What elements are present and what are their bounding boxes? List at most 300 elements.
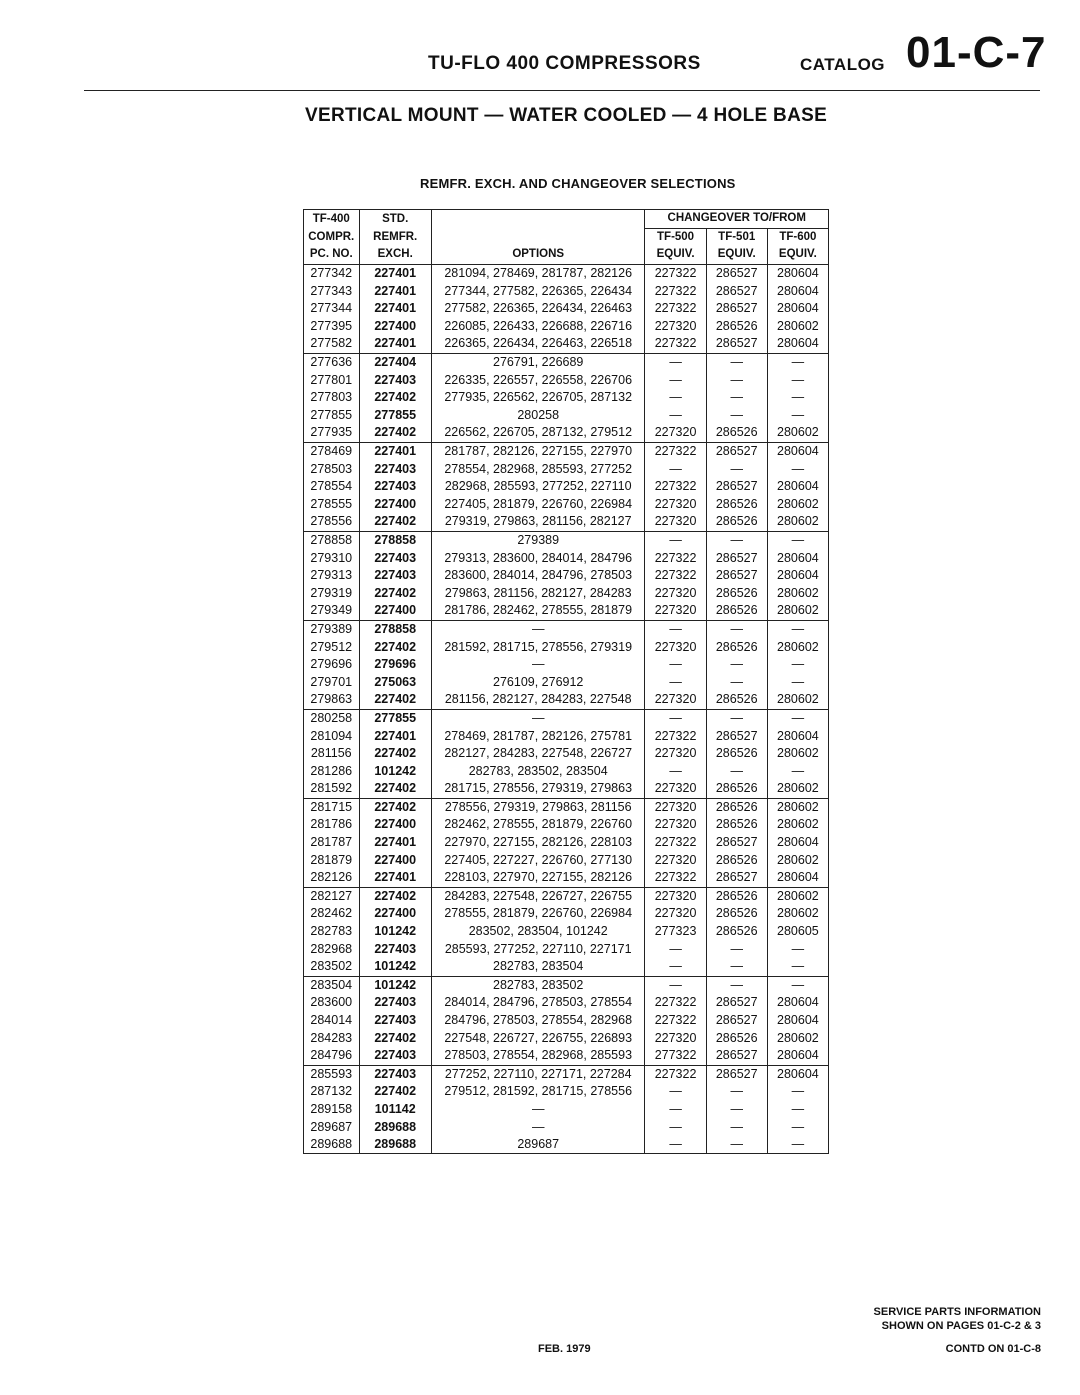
table-row (304, 602, 829, 620)
options-cell: 277252, 227110, 227171, 227284 (431, 1065, 645, 1083)
tf501-equiv-cell: 286527 (706, 300, 767, 318)
pc-no-cell: 281094 (304, 727, 360, 745)
tf600-equiv-cell: — (791, 355, 805, 370)
header-pc-no-line3: PC. NO. (304, 246, 360, 264)
tf500-equiv-cell: 227322 (645, 567, 706, 585)
tf600-equiv-cell: 280602 (777, 1030, 819, 1045)
tf600-equiv-cell: 280602 (777, 639, 819, 654)
std-exch-cell: 227400 (359, 905, 431, 923)
tf600-equiv-cell: 280602 (767, 780, 828, 798)
tf600-equiv-cell: 280602 (777, 888, 819, 903)
header-tf600-line1: TF-600 (779, 230, 817, 243)
std-exch-cell: 101242 (359, 976, 431, 994)
service-note-line2: SHOWN ON PAGES 01-C-2 & 3 (881, 1320, 1041, 1332)
options-cell: 280258 (431, 407, 645, 425)
tf501-equiv-cell: 286526 (706, 602, 767, 620)
tf501-equiv-cell: 286526 (706, 887, 767, 905)
tf500-equiv-cell: — (645, 1136, 706, 1154)
tf600-equiv-cell: 280604 (767, 869, 828, 887)
options-cell: 281094, 278469, 281787, 282126 (431, 264, 645, 282)
service-parts-note (858, 1305, 1041, 1333)
table-row (304, 318, 829, 336)
pc-no-cell: 283600 (304, 994, 360, 1012)
table-row (304, 798, 829, 816)
header-tf600-line2: EQUIV. (767, 246, 828, 264)
tf600-equiv-cell: — (767, 958, 828, 976)
tf501-equiv-cell: 286526 (706, 424, 767, 442)
tf500-equiv-cell: 227322 (645, 869, 706, 887)
pc-no-cell: 284796 (304, 1047, 360, 1065)
std-exch-cell: 227401 (359, 727, 431, 745)
tf500-equiv-cell: 227322 (645, 300, 706, 318)
options-cell: 283600, 284014, 284796, 278503 (431, 567, 645, 585)
tf500-equiv-cell: 227320 (645, 691, 706, 709)
header-rule (84, 90, 1040, 91)
header-std-line1: STD. (359, 210, 431, 229)
tf600-equiv-cell: — (791, 372, 805, 387)
tf500-equiv-cell: 227320 (645, 318, 706, 336)
tf600-equiv-cell: 280605 (777, 924, 819, 939)
tf500-equiv-cell: — (645, 673, 706, 691)
tf501-equiv-cell: 286527 (706, 994, 767, 1012)
options-cell: 289687 (431, 1136, 645, 1154)
tf500-equiv-cell: 227320 (645, 780, 706, 798)
table-row (304, 1118, 829, 1136)
tf500-equiv-cell: 227322 (645, 994, 706, 1012)
header-tf500-line1: TF-500 (645, 228, 706, 246)
std-exch-cell: 227402 (359, 691, 431, 709)
table-row (304, 424, 829, 442)
std-exch-cell: 227403 (359, 994, 431, 1012)
tf500-equiv-cell: — (645, 1083, 706, 1101)
tf501-equiv-cell: — (706, 531, 767, 549)
table-row (304, 531, 829, 549)
tf501-equiv-cell: 286527 (706, 869, 767, 887)
tf600-equiv-cell: 280604 (777, 550, 819, 565)
tf500-equiv-cell: 227322 (645, 478, 706, 496)
std-exch-cell: 101142 (359, 1101, 431, 1119)
options-cell: 282783, 283502, 283504 (431, 762, 645, 780)
header-pc-no-line1: TF-400 (304, 210, 360, 229)
table-row (304, 353, 829, 371)
tf500-equiv-cell: — (645, 762, 706, 780)
tf600-equiv-cell: — (791, 532, 805, 547)
footer-date: FEB. 1979 (538, 1343, 591, 1355)
tf501-equiv-cell: — (706, 620, 767, 638)
tf501-equiv-cell: 286527 (706, 335, 767, 353)
header-options: OPTIONS (431, 246, 645, 264)
table-row (304, 335, 829, 353)
std-exch-cell: 279696 (359, 656, 431, 674)
options-cell: 278503, 278554, 282968, 285593 (431, 1047, 645, 1065)
tf501-equiv-cell: — (706, 407, 767, 425)
tf600-equiv-cell: — (791, 407, 805, 422)
tf500-equiv-cell: — (645, 407, 706, 425)
std-exch-cell: 289688 (359, 1118, 431, 1136)
pc-no-cell: 278858 (304, 531, 360, 549)
tf500-equiv-cell: — (645, 1101, 706, 1119)
std-exch-cell: 227403 (359, 549, 431, 567)
pc-no-cell: 280258 (304, 709, 360, 727)
table-row (304, 1083, 829, 1101)
options-cell: 226365, 226434, 226463, 226518 (431, 335, 645, 353)
tf501-equiv-cell: 286526 (706, 745, 767, 763)
pc-no-cell: 287132 (304, 1083, 360, 1101)
options-cell: 281592, 281715, 278556, 279319 (431, 638, 645, 656)
tf501-equiv-cell: 286526 (706, 798, 767, 816)
tf500-equiv-cell: 227322 (645, 1065, 706, 1083)
options-cell: 282127, 284283, 227548, 226727 (431, 745, 645, 763)
std-exch-cell: 227402 (359, 1083, 431, 1101)
options-cell: 282783, 283502 (431, 976, 645, 994)
tf500-equiv-cell: 227322 (645, 335, 706, 353)
tf600-equiv-cell: 280602 (767, 513, 828, 531)
tf600-equiv-cell: — (791, 763, 805, 778)
tf501-equiv-cell: 286527 (706, 834, 767, 852)
tf500-equiv-cell: 227322 (645, 834, 706, 852)
options-cell: 277582, 226365, 226434, 226463 (431, 300, 645, 318)
table-row (304, 460, 829, 478)
tf600-equiv-cell: 280604 (777, 568, 819, 583)
tf500-equiv-cell: 227322 (645, 442, 706, 460)
parts-table (303, 209, 829, 1154)
tf600-equiv-cell: 280602 (777, 746, 819, 761)
options-cell: 277344, 277582, 226365, 226434 (431, 282, 645, 300)
options-cell: 227405, 227227, 226760, 277130 (431, 851, 645, 869)
options-cell: 283502, 283504, 101242 (431, 923, 645, 941)
tf600-equiv-cell: — (791, 657, 805, 672)
pc-no-cell: 282126 (304, 869, 360, 887)
std-exch-cell: 227400 (359, 318, 431, 336)
std-exch-cell: 101242 (359, 958, 431, 976)
options-cell: 276109, 276912 (431, 673, 645, 691)
table-row (304, 478, 829, 496)
tf501-equiv-cell: 286526 (706, 496, 767, 514)
table-row (304, 620, 829, 638)
tf501-equiv-cell: 286527 (706, 282, 767, 300)
pc-no-cell: 282968 (304, 940, 360, 958)
tf501-equiv-cell: 286526 (706, 851, 767, 869)
table-row (304, 1136, 829, 1154)
std-exch-cell: 227404 (359, 353, 431, 371)
pc-no-cell: 279512 (304, 638, 360, 656)
tf600-equiv-cell: 280602 (777, 817, 819, 832)
std-exch-cell: 227403 (359, 1065, 431, 1083)
tf501-equiv-cell: — (706, 1083, 767, 1101)
pc-no-cell: 281592 (304, 780, 360, 798)
std-exch-cell: 227402 (359, 798, 431, 816)
table-row (304, 887, 829, 905)
tf500-equiv-cell: 227320 (645, 798, 706, 816)
options-cell: — (431, 1101, 645, 1119)
header-tf501-line2: EQUIV. (706, 246, 767, 264)
options-cell: 226085, 226433, 226688, 226716 (431, 318, 645, 336)
tf501-equiv-cell: — (706, 940, 767, 958)
header-options-blank2 (431, 228, 645, 246)
table-row (304, 567, 829, 585)
tf600-equiv-cell: 280604 (777, 301, 819, 316)
options-cell: 279313, 283600, 284014, 284796 (431, 549, 645, 567)
tf500-equiv-cell: — (645, 353, 706, 371)
tf500-equiv-cell: 227322 (645, 727, 706, 745)
tf501-equiv-cell: — (706, 353, 767, 371)
table-row (304, 994, 829, 1012)
pc-no-cell: 277344 (304, 300, 360, 318)
std-exch-cell: 101242 (359, 923, 431, 941)
tf501-equiv-cell: 286527 (706, 567, 767, 585)
tf501-equiv-cell: — (706, 371, 767, 389)
pc-no-cell: 278554 (304, 478, 360, 496)
tf500-equiv-cell: 227322 (645, 1012, 706, 1030)
options-cell: 284014, 284796, 278503, 278554 (431, 994, 645, 1012)
header-std-line2: REMFR. (359, 228, 431, 246)
tf500-equiv-cell: — (645, 656, 706, 674)
std-exch-cell: 227400 (359, 602, 431, 620)
std-exch-cell: 227402 (359, 745, 431, 763)
std-exch-cell: 227400 (359, 496, 431, 514)
tf501-equiv-cell: — (706, 460, 767, 478)
tf600-equiv-cell: 280604 (777, 728, 819, 743)
options-cell: 227548, 226727, 226755, 226893 (431, 1029, 645, 1047)
pc-no-cell: 281879 (304, 851, 360, 869)
std-exch-cell: 277855 (359, 407, 431, 425)
pc-no-cell: 285593 (304, 1065, 360, 1083)
tf600-equiv-cell: — (791, 1137, 805, 1152)
table-row (304, 389, 829, 407)
tf600-equiv-cell: 280602 (777, 852, 819, 867)
options-cell: — (431, 656, 645, 674)
std-exch-cell: 227402 (359, 1029, 431, 1047)
tf600-equiv-cell: 280604 (777, 1066, 819, 1081)
table-row (304, 407, 829, 425)
tf500-equiv-cell: — (645, 620, 706, 638)
tf600-equiv-cell: 280604 (777, 444, 819, 459)
options-cell: — (431, 709, 645, 727)
std-exch-cell: 227402 (359, 424, 431, 442)
header-tf501-line1: TF-501 (706, 228, 767, 246)
pc-no-cell: 281156 (304, 745, 360, 763)
table-row (304, 1101, 829, 1119)
header-changeover: CHANGEOVER TO/FROM (645, 210, 829, 229)
options-cell: 282462, 278555, 281879, 226760 (431, 816, 645, 834)
table-row (304, 371, 829, 389)
pc-no-cell: 279389 (304, 620, 360, 638)
table-row (304, 1047, 829, 1065)
tf500-equiv-cell: 227320 (645, 851, 706, 869)
pc-no-cell: 277803 (304, 389, 360, 407)
pc-no-cell: 279313 (304, 567, 360, 585)
tf500-equiv-cell: — (645, 1118, 706, 1136)
tf501-equiv-cell: 286526 (706, 780, 767, 798)
tf501-equiv-cell: 286526 (706, 1029, 767, 1047)
pc-no-cell: 278503 (304, 460, 360, 478)
table-row (304, 780, 829, 798)
std-exch-cell: 227402 (359, 584, 431, 602)
pc-no-cell: 277636 (304, 353, 360, 371)
tf501-equiv-cell: 286527 (706, 727, 767, 745)
header-std-line3: EXCH. (359, 246, 431, 264)
tf600-equiv-cell: — (791, 1119, 805, 1134)
tf600-equiv-cell: — (791, 941, 805, 956)
std-exch-cell: 227401 (359, 282, 431, 300)
tf501-equiv-cell: — (706, 1136, 767, 1154)
options-cell: 279319, 279863, 281156, 282127 (431, 513, 645, 531)
options-cell: 276791, 226689 (431, 353, 645, 371)
tf600-equiv-cell: 280604 (767, 1047, 828, 1065)
table-row (304, 638, 829, 656)
std-exch-cell: 227401 (359, 834, 431, 852)
pc-no-cell: 283504 (304, 976, 360, 994)
tf500-equiv-cell: 227322 (645, 549, 706, 567)
options-cell: 284283, 227548, 226727, 226755 (431, 887, 645, 905)
pc-no-cell: 279696 (304, 656, 360, 674)
tf500-equiv-cell: — (645, 460, 706, 478)
table-row (304, 923, 829, 941)
std-exch-cell: 227400 (359, 851, 431, 869)
tf501-equiv-cell: — (706, 389, 767, 407)
tf500-equiv-cell: 277323 (645, 923, 706, 941)
pc-no-cell: 277935 (304, 424, 360, 442)
std-exch-cell: 227402 (359, 780, 431, 798)
tf600-equiv-cell: — (791, 390, 805, 405)
pc-no-cell: 277582 (304, 335, 360, 353)
tf600-equiv-cell: — (791, 710, 805, 725)
table-row (304, 691, 829, 709)
tf501-equiv-cell: 286526 (706, 816, 767, 834)
catalog-label: CATALOG (800, 55, 886, 74)
std-exch-cell: 227403 (359, 478, 431, 496)
tf501-equiv-cell: — (706, 673, 767, 691)
pc-no-cell: 284014 (304, 1012, 360, 1030)
header-tf500-line2: EQUIV. (645, 246, 706, 264)
tf501-equiv-cell: 286527 (706, 549, 767, 567)
tf500-equiv-cell: 227320 (645, 496, 706, 514)
table-row (304, 816, 829, 834)
table-row (304, 834, 829, 852)
options-cell: 281715, 278556, 279319, 279863 (431, 780, 645, 798)
table-row (304, 745, 829, 763)
tf500-equiv-cell: 227320 (645, 424, 706, 442)
std-exch-cell: 227402 (359, 513, 431, 531)
table-row (304, 442, 829, 460)
table-header (304, 210, 829, 265)
tf600-equiv-cell: — (791, 1101, 805, 1116)
std-exch-cell: 289688 (359, 1136, 431, 1154)
std-exch-cell: 275063 (359, 673, 431, 691)
table-row (304, 869, 829, 887)
options-cell: — (431, 1118, 645, 1136)
tf501-equiv-cell: — (706, 1118, 767, 1136)
std-exch-cell: 227403 (359, 567, 431, 585)
tf600-equiv-cell: 280604 (777, 995, 819, 1010)
options-cell: 278469, 281787, 282126, 275781 (431, 727, 645, 745)
table-row (304, 656, 829, 674)
options-cell: 227405, 281879, 226760, 226984 (431, 496, 645, 514)
pc-no-cell: 279349 (304, 602, 360, 620)
options-cell: 281787, 282126, 227155, 227970 (431, 442, 645, 460)
table-row (304, 727, 829, 745)
tf500-equiv-cell: — (645, 709, 706, 727)
pc-no-cell: 282783 (304, 923, 360, 941)
tf600-equiv-cell: 280604 (767, 335, 828, 353)
tf501-equiv-cell: 286527 (706, 1065, 767, 1083)
tf600-equiv-cell: 280602 (777, 496, 819, 511)
std-exch-cell: 227401 (359, 300, 431, 318)
std-exch-cell: 227402 (359, 887, 431, 905)
tf501-equiv-cell: 286526 (706, 584, 767, 602)
tf500-equiv-cell: 227320 (645, 1029, 706, 1047)
tf501-equiv-cell: 286527 (706, 478, 767, 496)
tf500-equiv-cell: — (645, 940, 706, 958)
table-row (304, 1012, 829, 1030)
table-title: REMFR. EXCH. AND CHANGEOVER SELECTIONS (420, 176, 736, 191)
tf501-equiv-cell: 286526 (706, 691, 767, 709)
tf500-equiv-cell: — (645, 531, 706, 549)
tf600-equiv-cell: 280602 (777, 318, 819, 333)
tf600-equiv-cell: — (791, 674, 805, 689)
tf501-equiv-cell: 286526 (706, 905, 767, 923)
tf501-equiv-cell: 286527 (706, 442, 767, 460)
options-cell: 279389 (431, 531, 645, 549)
catalog-number: 01-C-7 (906, 28, 1047, 77)
options-cell: 285593, 277252, 227110, 227171 (431, 940, 645, 958)
table-row (304, 282, 829, 300)
tf600-equiv-cell: 280602 (767, 424, 828, 442)
options-cell: — (431, 620, 645, 638)
options-cell: 226562, 226705, 287132, 279512 (431, 424, 645, 442)
tf600-equiv-cell: 280604 (777, 479, 819, 494)
tf600-equiv-cell: 280604 (777, 283, 819, 298)
std-exch-cell: 278858 (359, 531, 431, 549)
pc-no-cell: 282127 (304, 887, 360, 905)
table-row (304, 905, 829, 923)
pc-no-cell: 284283 (304, 1029, 360, 1047)
tf500-equiv-cell: 227320 (645, 816, 706, 834)
tf501-equiv-cell: 286526 (706, 513, 767, 531)
table-row (304, 1029, 829, 1047)
tf600-equiv-cell: 280602 (767, 691, 828, 709)
table-row (304, 851, 829, 869)
options-cell: 277935, 226562, 226705, 287132 (431, 389, 645, 407)
std-exch-cell: 227401 (359, 442, 431, 460)
table-row (304, 496, 829, 514)
tf500-equiv-cell: 227320 (645, 887, 706, 905)
table-row (304, 762, 829, 780)
std-exch-cell: 227403 (359, 1012, 431, 1030)
tf501-equiv-cell: — (706, 762, 767, 780)
options-cell: 279863, 281156, 282127, 284283 (431, 584, 645, 602)
pc-no-cell: 278555 (304, 496, 360, 514)
options-cell: 281156, 282127, 284283, 227548 (431, 691, 645, 709)
std-exch-cell: 227403 (359, 460, 431, 478)
table-row (304, 513, 829, 531)
tf501-equiv-cell: — (706, 1101, 767, 1119)
std-exch-cell: 227403 (359, 1047, 431, 1065)
tf500-equiv-cell: 227320 (645, 584, 706, 602)
tf501-equiv-cell: 286526 (706, 638, 767, 656)
tf600-equiv-cell: 280604 (777, 1013, 819, 1028)
std-exch-cell: 227401 (359, 335, 431, 353)
options-cell: 278556, 279319, 279863, 281156 (431, 798, 645, 816)
std-exch-cell: 227402 (359, 389, 431, 407)
pc-no-cell: 279310 (304, 549, 360, 567)
tf501-equiv-cell: 286527 (706, 1012, 767, 1030)
std-exch-cell: 227401 (359, 264, 431, 282)
options-cell: 282783, 283504 (431, 958, 645, 976)
options-cell: 228103, 227970, 227155, 282126 (431, 869, 645, 887)
std-exch-cell: 227403 (359, 371, 431, 389)
std-exch-cell: 101242 (359, 762, 431, 780)
